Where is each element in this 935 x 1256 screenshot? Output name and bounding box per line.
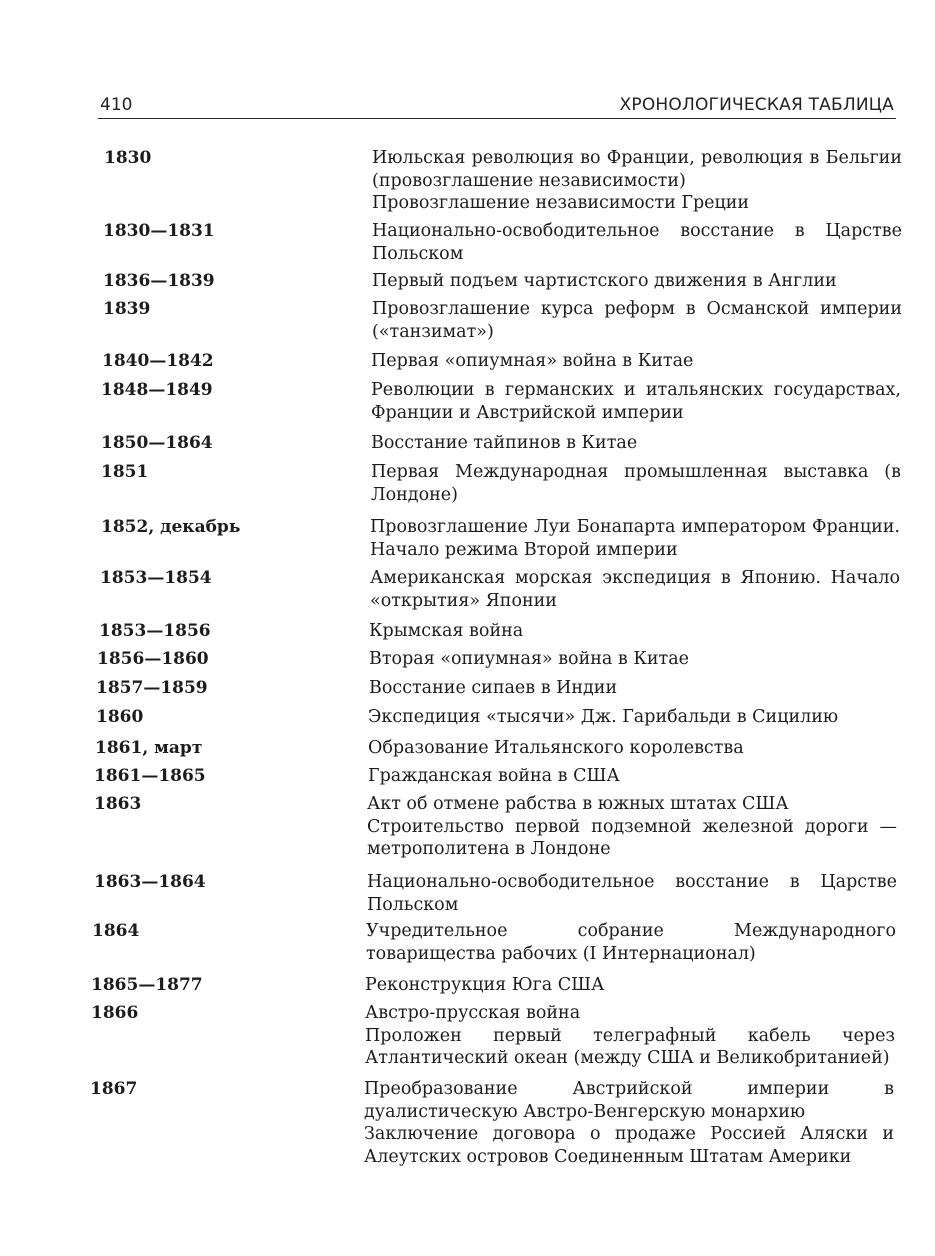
- event-text: Экспедиция «тысячи» Дж. Гарибальди в Сицилию: [368, 707, 839, 727]
- event-text: Крымская война: [369, 621, 524, 641]
- entry-date: 1852, декабрь: [101, 517, 241, 537]
- event-text: Первая «опиумная» война в Китае: [371, 351, 694, 371]
- entry-events: [369, 620, 899, 643]
- entry-events: [365, 1002, 895, 1070]
- entry-events: [372, 270, 902, 293]
- entry-date: 1860: [96, 707, 144, 727]
- entry-events: [368, 737, 898, 760]
- event-text: Национально-освободительное восстание в Царстве Польском: [372, 221, 902, 264]
- entry-date: 1840—1842: [102, 351, 214, 371]
- entry-events: [369, 677, 899, 700]
- event-text: Национально-освободительное восстание в Царстве Польском: [367, 872, 897, 915]
- entry-date: 1853—1856: [99, 621, 211, 641]
- event-text: Заключение договора о продаже Россией Аляски и Алеутских островов Соединенным Штатам Америки: [364, 1124, 894, 1167]
- event-text: Строительство первой подземной железной дороги — метрополитена в Лондоне: [367, 816, 897, 860]
- entry-events: [370, 516, 900, 561]
- entry-events: [372, 220, 902, 265]
- event-text: Провозглашение Луи Бонапарта императором Франции. Начало режима Второй империи: [370, 517, 900, 560]
- entry-events: [370, 567, 900, 612]
- event-text: Гражданская война в США: [368, 766, 620, 786]
- entry-date: 1861—1865: [94, 766, 206, 786]
- event-text: Первый подъем чартистского движения в Англии: [372, 271, 837, 291]
- entry-date: 1864: [92, 921, 140, 941]
- entry-events: [367, 793, 897, 861]
- event-text: Провозглашение независимости Греции: [372, 193, 750, 214]
- entry-events: [366, 920, 896, 965]
- entry-events: [371, 350, 901, 373]
- entry-date: 1865—1877: [91, 975, 203, 995]
- entry-date: 1867: [90, 1079, 138, 1099]
- entry-date: 1863: [94, 794, 142, 814]
- event-text: Вторая «опиумная» война в Китае: [369, 649, 690, 669]
- page-number: 410: [100, 95, 133, 115]
- entry-events: [372, 147, 902, 215]
- event-text: Июльская революция во Франции, революция в Бельгии (провозглашение независимости): [372, 148, 902, 191]
- event-text: Первая Международная промышленная выставка (в Лондоне): [371, 462, 901, 505]
- page-header: [98, 92, 896, 119]
- entry-events: [365, 974, 895, 997]
- entry-events: [371, 432, 901, 455]
- entry-date: 1861, март: [95, 738, 203, 758]
- event-text: Преобразование Австрийской империи в дуалистическую Австро-Венгерскую монархию: [364, 1079, 894, 1122]
- entry-events: [368, 706, 898, 729]
- entry-date: 1830—1831: [103, 221, 215, 241]
- entry-date: 1830: [104, 148, 152, 168]
- entry-date: 1839: [103, 299, 151, 319]
- event-text: Провозглашение курса реформ в Османской империи («танзимат»): [372, 299, 902, 342]
- entry-date: 1856—1860: [97, 649, 209, 669]
- event-text: Образование Итальянского королевства: [368, 738, 744, 758]
- entry-events: [364, 1078, 894, 1168]
- entry-events: [367, 871, 897, 916]
- entry-date: 1863—1864: [94, 872, 206, 892]
- entry-date: 1866: [91, 1003, 139, 1023]
- entry-date: 1850—1864: [101, 433, 213, 453]
- event-text: Восстание тайпинов в Китае: [371, 433, 638, 453]
- entry-events: [369, 648, 899, 671]
- event-text: Проложен первый телеграфный кабель через Атлантический океан (между США и Великобританией): [365, 1025, 895, 1069]
- event-text: Акт об отмене рабства в южных штатах США: [367, 794, 789, 814]
- event-text: Учредительное собрание Международного товарищества рабочих (I Интернационал): [366, 921, 896, 964]
- entry-events: [371, 461, 901, 506]
- entry-events: [372, 298, 902, 343]
- entry-date: 1851: [101, 462, 149, 482]
- event-text: Революции в германских и итальянских государствах, Франции и Австрийской империи: [371, 380, 901, 423]
- event-text: Реконструкция Юга США: [365, 975, 605, 995]
- entry-date: 1848—1849: [101, 380, 213, 400]
- entry-date: 1853—1854: [100, 568, 212, 588]
- event-text: Американская морская экспедиция в Японию. Начало «открытия» Японии: [370, 568, 900, 611]
- running-title: ХРОНОЛОГИЧЕСКАЯ ТАБЛИЦА: [619, 95, 894, 115]
- entry-events: [371, 379, 901, 424]
- event-text: Восстание сипаев в Индии: [369, 678, 618, 698]
- entry-date: 1836—1839: [103, 271, 215, 291]
- entry-date: 1857—1859: [96, 678, 208, 698]
- entry-events: [368, 765, 898, 788]
- event-text: Австро-прусская война: [365, 1003, 581, 1023]
